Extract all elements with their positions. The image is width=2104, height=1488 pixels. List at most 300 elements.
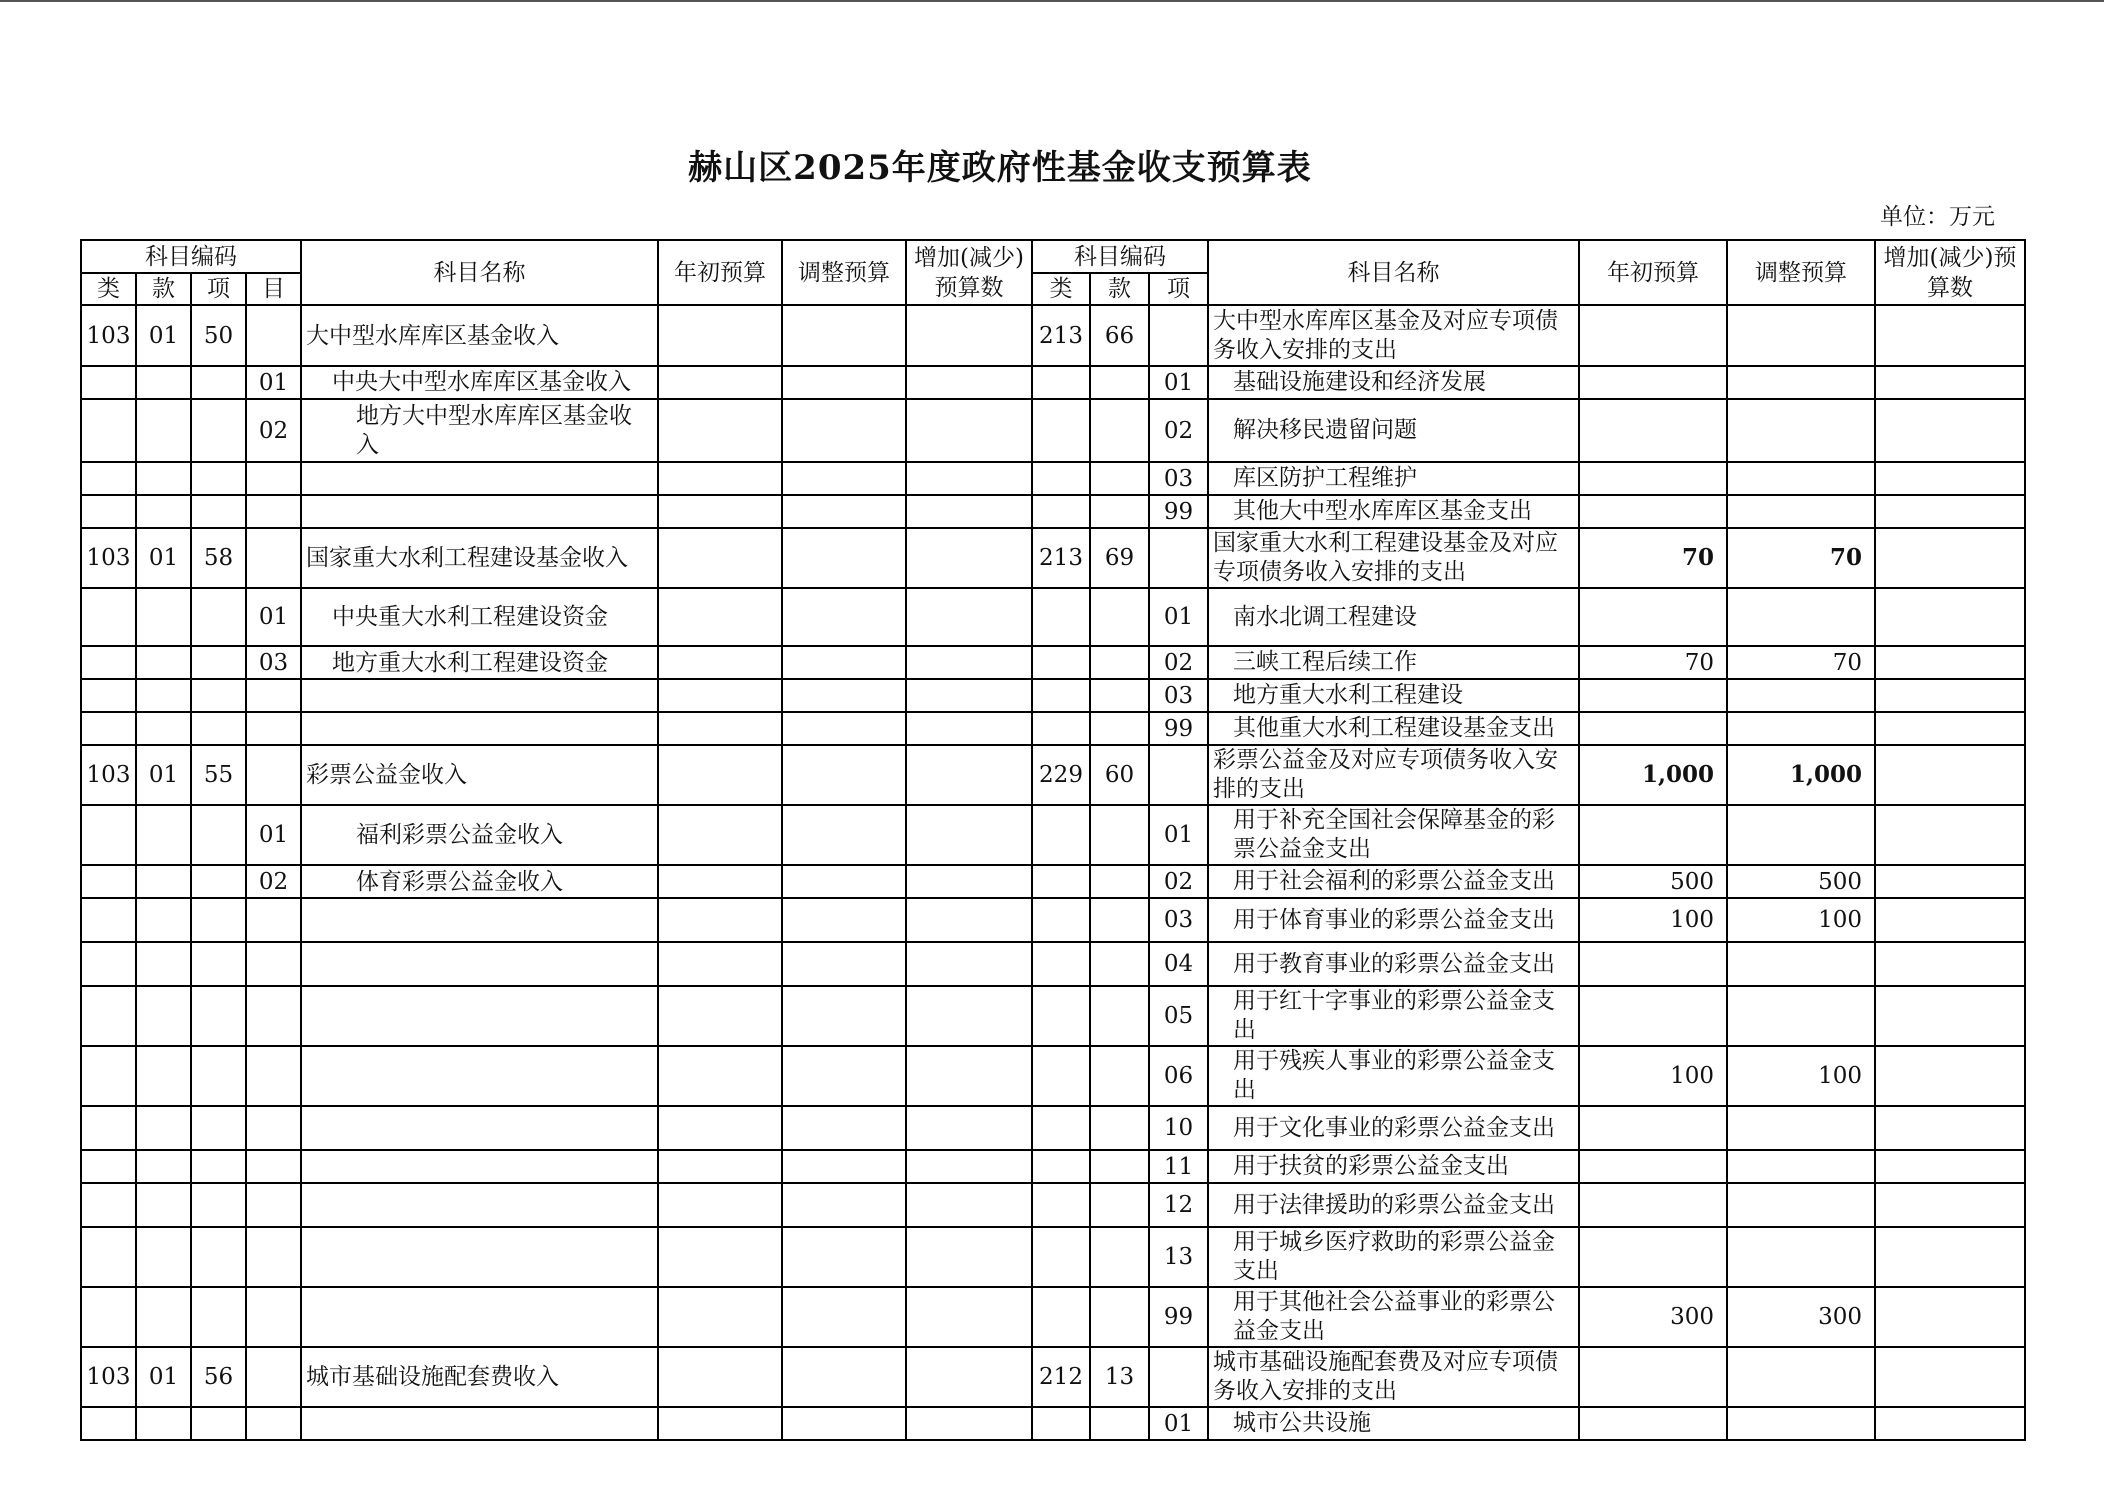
left-initial-cell xyxy=(658,495,782,528)
right-lei-cell xyxy=(1032,495,1090,528)
right-adjusted-header: 调整预算 xyxy=(1727,240,1875,305)
right-kuan-cell: 69 xyxy=(1090,528,1149,588)
left-kuan-cell: 01 xyxy=(136,528,191,588)
left-mu-cell xyxy=(246,1287,301,1347)
left-adjusted-cell xyxy=(782,805,906,865)
right-increase-cell xyxy=(1875,646,2025,679)
right-adjusted-cell xyxy=(1727,942,1875,986)
right-increase-cell xyxy=(1875,712,2025,745)
left-initial-cell xyxy=(658,865,782,898)
left-lei-cell xyxy=(81,462,136,495)
left-xiang-header: 项 xyxy=(191,273,246,305)
right-initial-cell xyxy=(1579,305,1727,366)
left-mu-cell xyxy=(246,462,301,495)
left-increase-cell xyxy=(906,1183,1032,1227)
right-initial-cell xyxy=(1579,462,1727,495)
left-kuan-cell xyxy=(136,942,191,986)
left-increase-cell xyxy=(906,1407,1032,1440)
left-increase-cell xyxy=(906,462,1032,495)
right-xiang-cell: 05 xyxy=(1149,986,1208,1046)
right-lei-cell xyxy=(1032,646,1090,679)
left-xiang-cell xyxy=(191,366,246,399)
table-row xyxy=(81,588,2025,646)
right-kuan-cell xyxy=(1090,588,1149,646)
right-increase-cell xyxy=(1875,1183,2025,1227)
right-name-cell: 南水北调工程建设 xyxy=(1208,588,1579,646)
table-row xyxy=(81,898,2025,942)
right-xiang-cell xyxy=(1149,745,1208,805)
left-initial-cell xyxy=(658,712,782,745)
left-increase-cell xyxy=(906,305,1032,366)
right-name-cell: 城市公共设施 xyxy=(1208,1407,1579,1440)
right-xiang-cell: 01 xyxy=(1149,366,1208,399)
right-xiang-cell: 01 xyxy=(1149,588,1208,646)
left-adjusted-header: 调整预算 xyxy=(782,240,906,305)
right-kuan-cell xyxy=(1090,1227,1149,1287)
right-adjusted-cell: 70 xyxy=(1727,528,1875,588)
right-lei-cell xyxy=(1032,1150,1090,1183)
left-increase-cell xyxy=(906,942,1032,986)
left-name-cell xyxy=(301,1106,658,1150)
left-xiang-cell xyxy=(191,495,246,528)
right-kuan-cell xyxy=(1090,462,1149,495)
right-xiang-cell: 06 xyxy=(1149,1046,1208,1106)
right-name-cell: 用于教育事业的彩票公益金支出 xyxy=(1208,942,1579,986)
left-mu-cell: 01 xyxy=(246,366,301,399)
right-initial-cell xyxy=(1579,1227,1727,1287)
left-initial-cell xyxy=(658,1183,782,1227)
right-initial-cell xyxy=(1579,1407,1727,1440)
left-adjusted-cell xyxy=(782,646,906,679)
left-lei-cell xyxy=(81,986,136,1046)
right-initial-header: 年初预算 xyxy=(1579,240,1727,305)
right-increase-cell xyxy=(1875,1227,2025,1287)
right-kuan-cell xyxy=(1090,1183,1149,1227)
table-row xyxy=(81,1106,2025,1150)
right-code-header: 科目编码 xyxy=(1032,240,1208,273)
left-adjusted-cell xyxy=(782,865,906,898)
left-adjusted-cell xyxy=(782,898,906,942)
right-increase-cell xyxy=(1875,1046,2025,1106)
right-kuan-cell xyxy=(1090,865,1149,898)
left-lei-cell xyxy=(81,1227,136,1287)
right-lei-cell xyxy=(1032,462,1090,495)
right-adjusted-cell xyxy=(1727,495,1875,528)
left-increase-cell xyxy=(906,495,1032,528)
table-row xyxy=(81,865,2025,898)
right-kuan-cell xyxy=(1090,679,1149,712)
left-name-cell: 地方大中型水库库区基金收入 xyxy=(301,399,658,462)
left-kuan-cell xyxy=(136,646,191,679)
left-adjusted-cell xyxy=(782,1106,906,1150)
budget-table xyxy=(80,239,2026,1441)
table-row xyxy=(81,495,2025,528)
right-xiang-cell: 02 xyxy=(1149,646,1208,679)
right-name-cell: 用于社会福利的彩票公益金支出 xyxy=(1208,865,1579,898)
right-increase-cell xyxy=(1875,528,2025,588)
right-name-cell: 用于残疾人事业的彩票公益金支出 xyxy=(1208,1046,1579,1106)
right-xiang-cell xyxy=(1149,1347,1208,1407)
table-row xyxy=(81,1183,2025,1227)
left-kuan-header: 款 xyxy=(136,273,191,305)
right-xiang-cell: 01 xyxy=(1149,805,1208,865)
right-adjusted-cell xyxy=(1727,679,1875,712)
right-increase-cell xyxy=(1875,679,2025,712)
left-adjusted-cell xyxy=(782,588,906,646)
right-lei-cell: 213 xyxy=(1032,305,1090,366)
left-xiang-cell xyxy=(191,1287,246,1347)
right-kuan-cell xyxy=(1090,898,1149,942)
left-adjusted-cell xyxy=(782,986,906,1046)
left-xiang-cell xyxy=(191,1407,246,1440)
right-initial-cell: 300 xyxy=(1579,1287,1727,1347)
right-initial-cell xyxy=(1579,805,1727,865)
left-kuan-cell xyxy=(136,712,191,745)
left-lei-cell xyxy=(81,1150,136,1183)
left-lei-cell xyxy=(81,942,136,986)
left-adjusted-cell xyxy=(782,745,906,805)
right-initial-cell xyxy=(1579,588,1727,646)
left-mu-cell xyxy=(246,1183,301,1227)
left-name-cell: 彩票公益金收入 xyxy=(301,745,658,805)
left-kuan-cell xyxy=(136,986,191,1046)
right-name-cell: 地方重大水利工程建设 xyxy=(1208,679,1579,712)
left-adjusted-cell xyxy=(782,1183,906,1227)
right-name-cell: 用于城乡医疗救助的彩票公益金支出 xyxy=(1208,1227,1579,1287)
right-initial-cell xyxy=(1579,1150,1727,1183)
left-increase-cell xyxy=(906,1287,1032,1347)
right-name-cell: 用于补充全国社会保障基金的彩票公益金支出 xyxy=(1208,805,1579,865)
table-row xyxy=(81,462,2025,495)
left-adjusted-cell xyxy=(782,1046,906,1106)
left-lei-cell: 103 xyxy=(81,528,136,588)
right-initial-cell: 100 xyxy=(1579,898,1727,942)
left-initial-cell xyxy=(658,898,782,942)
left-lei-cell xyxy=(81,898,136,942)
left-initial-cell xyxy=(658,366,782,399)
table-row xyxy=(81,745,2025,805)
left-mu-cell xyxy=(246,712,301,745)
left-increase-cell xyxy=(906,366,1032,399)
right-adjusted-cell: 100 xyxy=(1727,898,1875,942)
left-mu-cell: 01 xyxy=(246,805,301,865)
right-adjusted-cell xyxy=(1727,305,1875,366)
left-lei-cell xyxy=(81,1407,136,1440)
right-lei-cell: 212 xyxy=(1032,1347,1090,1407)
left-initial-cell xyxy=(658,805,782,865)
left-xiang-cell xyxy=(191,805,246,865)
left-xiang-cell: 50 xyxy=(191,305,246,366)
right-adjusted-cell: 1,000 xyxy=(1727,745,1875,805)
left-name-cell xyxy=(301,712,658,745)
right-increase-cell xyxy=(1875,805,2025,865)
left-mu-cell xyxy=(246,495,301,528)
table-row xyxy=(81,646,2025,679)
left-xiang-cell xyxy=(191,986,246,1046)
left-lei-cell xyxy=(81,1046,136,1106)
left-name-header: 科目名称 xyxy=(301,240,658,305)
left-name-cell xyxy=(301,495,658,528)
right-increase-cell xyxy=(1875,1150,2025,1183)
left-name-cell: 大中型水库库区基金收入 xyxy=(301,305,658,366)
left-increase-cell xyxy=(906,588,1032,646)
right-adjusted-cell xyxy=(1727,1347,1875,1407)
left-xiang-cell xyxy=(191,865,246,898)
right-initial-cell xyxy=(1579,495,1727,528)
table-row xyxy=(81,305,2025,366)
left-kuan-cell: 01 xyxy=(136,745,191,805)
left-xiang-cell xyxy=(191,1046,246,1106)
right-kuan-cell xyxy=(1090,1106,1149,1150)
left-initial-cell xyxy=(658,745,782,805)
page-top-border xyxy=(0,0,2104,2)
right-adjusted-cell xyxy=(1727,366,1875,399)
left-increase-cell xyxy=(906,1106,1032,1150)
left-initial-cell xyxy=(658,588,782,646)
left-lei-cell xyxy=(81,399,136,462)
left-adjusted-cell xyxy=(782,1150,906,1183)
left-xiang-cell: 56 xyxy=(191,1347,246,1407)
left-name-cell xyxy=(301,462,658,495)
right-adjusted-cell xyxy=(1727,1407,1875,1440)
left-mu-header: 目 xyxy=(246,273,301,305)
table-row xyxy=(81,712,2025,745)
right-lei-cell: 229 xyxy=(1032,745,1090,805)
left-name-cell: 体育彩票公益金收入 xyxy=(301,865,658,898)
left-mu-cell xyxy=(246,745,301,805)
left-name-cell: 城市基础设施配套费收入 xyxy=(301,1347,658,1407)
left-lei-cell xyxy=(81,865,136,898)
left-name-cell: 中央重大水利工程建设资金 xyxy=(301,588,658,646)
left-initial-cell xyxy=(658,942,782,986)
left-initial-cell xyxy=(658,1227,782,1287)
right-kuan-cell xyxy=(1090,366,1149,399)
right-lei-cell xyxy=(1032,986,1090,1046)
left-mu-cell: 03 xyxy=(246,646,301,679)
table-row xyxy=(81,1347,2025,1407)
right-name-cell: 基础设施建设和经济发展 xyxy=(1208,366,1579,399)
left-xiang-cell xyxy=(191,679,246,712)
right-lei-cell xyxy=(1032,1183,1090,1227)
right-initial-cell xyxy=(1579,712,1727,745)
right-adjusted-cell xyxy=(1727,1183,1875,1227)
left-mu-cell xyxy=(246,898,301,942)
left-adjusted-cell xyxy=(782,528,906,588)
left-name-cell: 中央大中型水库库区基金收入 xyxy=(301,366,658,399)
header-row-1 xyxy=(81,240,2025,273)
left-increase-cell xyxy=(906,399,1032,462)
right-name-cell: 库区防护工程维护 xyxy=(1208,462,1579,495)
right-increase-cell xyxy=(1875,305,2025,366)
right-name-cell: 大中型水库库区基金及对应专项债务收入安排的支出 xyxy=(1208,305,1579,366)
right-name-cell: 国家重大水利工程建设基金及对应专项债务收入安排的支出 xyxy=(1208,528,1579,588)
right-adjusted-cell: 70 xyxy=(1727,646,1875,679)
right-name-cell: 用于法律援助的彩票公益金支出 xyxy=(1208,1183,1579,1227)
left-initial-cell xyxy=(658,1046,782,1106)
right-kuan-cell: 60 xyxy=(1090,745,1149,805)
left-adjusted-cell xyxy=(782,366,906,399)
right-initial-cell xyxy=(1579,1347,1727,1407)
table-row xyxy=(81,986,2025,1046)
right-xiang-cell: 12 xyxy=(1149,1183,1208,1227)
left-initial-cell xyxy=(658,1287,782,1347)
left-mu-cell xyxy=(246,528,301,588)
right-lei-cell: 213 xyxy=(1032,528,1090,588)
left-lei-cell xyxy=(81,366,136,399)
left-initial-cell xyxy=(658,646,782,679)
right-xiang-cell: 03 xyxy=(1149,679,1208,712)
right-lei-cell xyxy=(1032,1227,1090,1287)
right-initial-cell: 1,000 xyxy=(1579,745,1727,805)
left-adjusted-cell xyxy=(782,942,906,986)
right-name-cell: 用于红十字事业的彩票公益金支出 xyxy=(1208,986,1579,1046)
left-lei-cell xyxy=(81,1106,136,1150)
left-xiang-cell xyxy=(191,588,246,646)
left-xiang-cell xyxy=(191,646,246,679)
right-lei-cell xyxy=(1032,1106,1090,1150)
right-adjusted-cell xyxy=(1727,986,1875,1046)
right-kuan-cell xyxy=(1090,646,1149,679)
table-row xyxy=(81,805,2025,865)
left-name-cell: 地方重大水利工程建设资金 xyxy=(301,646,658,679)
right-lei-cell xyxy=(1032,1046,1090,1106)
left-name-cell xyxy=(301,1287,658,1347)
right-lei-cell xyxy=(1032,366,1090,399)
right-adjusted-cell: 100 xyxy=(1727,1046,1875,1106)
right-xiang-cell: 04 xyxy=(1149,942,1208,986)
right-kuan-cell xyxy=(1090,986,1149,1046)
left-kuan-cell xyxy=(136,1407,191,1440)
left-increase-cell xyxy=(906,679,1032,712)
left-name-cell xyxy=(301,679,658,712)
left-mu-cell: 01 xyxy=(246,588,301,646)
left-xiang-cell xyxy=(191,399,246,462)
right-kuan-header: 款 xyxy=(1090,273,1149,305)
left-xiang-cell xyxy=(191,942,246,986)
left-increase-cell xyxy=(906,745,1032,805)
right-xiang-cell: 11 xyxy=(1149,1150,1208,1183)
left-initial-cell xyxy=(658,305,782,366)
left-initial-cell xyxy=(658,1347,782,1407)
left-name-cell xyxy=(301,1227,658,1287)
left-mu-cell xyxy=(246,1407,301,1440)
right-initial-cell xyxy=(1579,942,1727,986)
right-increase-cell xyxy=(1875,399,2025,462)
left-name-cell: 国家重大水利工程建设基金收入 xyxy=(301,528,658,588)
right-name-cell: 解决移民遗留问题 xyxy=(1208,399,1579,462)
left-kuan-cell: 01 xyxy=(136,305,191,366)
left-lei-cell xyxy=(81,1287,136,1347)
left-name-cell xyxy=(301,1407,658,1440)
left-lei-cell xyxy=(81,495,136,528)
left-increase-cell xyxy=(906,986,1032,1046)
right-initial-cell: 70 xyxy=(1579,528,1727,588)
right-kuan-cell xyxy=(1090,805,1149,865)
right-kuan-cell: 13 xyxy=(1090,1347,1149,1407)
right-lei-cell xyxy=(1032,712,1090,745)
right-name-cell: 用于体育事业的彩票公益金支出 xyxy=(1208,898,1579,942)
left-adjusted-cell xyxy=(782,1227,906,1287)
left-initial-cell xyxy=(658,399,782,462)
right-increase-cell xyxy=(1875,462,2025,495)
right-increase-cell xyxy=(1875,366,2025,399)
right-increase-cell xyxy=(1875,1287,2025,1347)
table-row xyxy=(81,399,2025,462)
left-name-cell xyxy=(301,942,658,986)
table-row xyxy=(81,366,2025,399)
left-code-header: 科目编码 xyxy=(81,240,301,273)
right-initial-cell xyxy=(1579,1106,1727,1150)
right-name-cell: 彩票公益金及对应专项债务收入安排的支出 xyxy=(1208,745,1579,805)
right-increase-cell xyxy=(1875,1106,2025,1150)
left-mu-cell: 02 xyxy=(246,399,301,462)
left-name-cell xyxy=(301,986,658,1046)
left-lei-cell: 103 xyxy=(81,305,136,366)
left-initial-cell xyxy=(658,1407,782,1440)
left-adjusted-cell xyxy=(782,679,906,712)
right-xiang-cell xyxy=(1149,305,1208,366)
left-mu-cell xyxy=(246,305,301,366)
left-increase-cell xyxy=(906,1150,1032,1183)
left-kuan-cell xyxy=(136,1106,191,1150)
right-initial-cell xyxy=(1579,679,1727,712)
right-increase-cell xyxy=(1875,865,2025,898)
right-xiang-cell: 99 xyxy=(1149,712,1208,745)
left-kuan-cell xyxy=(136,679,191,712)
right-initial-cell xyxy=(1579,1183,1727,1227)
left-initial-cell xyxy=(658,679,782,712)
right-kuan-cell xyxy=(1090,1407,1149,1440)
unit-label: 单位：万元 xyxy=(1880,204,1995,230)
left-name-cell: 福利彩票公益金收入 xyxy=(301,805,658,865)
left-kuan-cell xyxy=(136,495,191,528)
left-xiang-cell xyxy=(191,1150,246,1183)
left-name-cell xyxy=(301,1183,658,1227)
table-row xyxy=(81,679,2025,712)
right-increase-cell xyxy=(1875,495,2025,528)
right-xiang-header: 项 xyxy=(1149,273,1208,305)
left-increase-cell xyxy=(906,805,1032,865)
right-adjusted-cell: 500 xyxy=(1727,865,1875,898)
left-initial-cell xyxy=(658,1106,782,1150)
left-mu-cell xyxy=(246,1046,301,1106)
right-lei-header: 类 xyxy=(1032,273,1090,305)
right-adjusted-cell xyxy=(1727,1227,1875,1287)
left-lei-header: 类 xyxy=(81,273,136,305)
left-increase-cell xyxy=(906,1227,1032,1287)
right-adjusted-cell xyxy=(1727,712,1875,745)
left-kuan-cell xyxy=(136,399,191,462)
right-increase-cell xyxy=(1875,942,2025,986)
left-increase-cell xyxy=(906,898,1032,942)
right-lei-cell xyxy=(1032,1407,1090,1440)
right-adjusted-cell xyxy=(1727,1106,1875,1150)
left-adjusted-cell xyxy=(782,305,906,366)
table-row xyxy=(81,1150,2025,1183)
right-lei-cell xyxy=(1032,679,1090,712)
right-name-cell: 其他重大水利工程建设基金支出 xyxy=(1208,712,1579,745)
right-initial-cell xyxy=(1579,986,1727,1046)
right-initial-cell xyxy=(1579,399,1727,462)
right-kuan-cell xyxy=(1090,1287,1149,1347)
left-adjusted-cell xyxy=(782,495,906,528)
right-xiang-cell: 13 xyxy=(1149,1227,1208,1287)
left-lei-cell: 103 xyxy=(81,1347,136,1407)
table-row xyxy=(81,1046,2025,1106)
left-increase-cell xyxy=(906,1347,1032,1407)
left-increase-cell xyxy=(906,528,1032,588)
right-xiang-cell: 99 xyxy=(1149,495,1208,528)
